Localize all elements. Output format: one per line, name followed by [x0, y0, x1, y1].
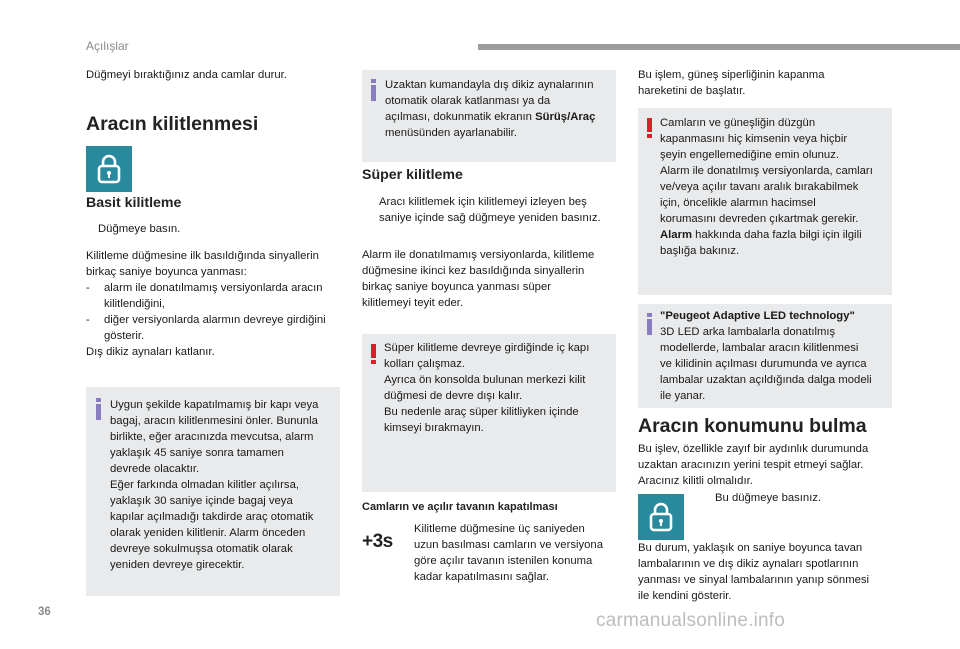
basic-paragraph: Kilitleme düğmesine ilk basıldığında sinyallerin birkaç saniye boyunca yanması:	[86, 250, 319, 278]
info-box-door	[86, 387, 340, 596]
result-paragraph: Bu durum, yaklaşık on saniye boyunca tavan lambalarının ve dış dikiz aynaları spotlarının yanması ve sinyal lambalarının yanıp sönmesi ile kendini gösterir.	[638, 542, 870, 602]
list-item-text: diğer versiyonlarda alarmın devreye girdiğini gösterir.	[104, 314, 326, 342]
info-box-mirrors-text: Uzaktan kumandayla dış dikiz aynalarının otomatik olarak katlanması ya da açılması, dokunmatik ekranın Sürüş/Araç menüsünden ayarlanabilir.	[385, 79, 596, 139]
warning-box-text: Süper kilitleme devreye girdiğinde iç kapı kolları çalışmaz. Ayrıca ön konsolda bulunan merkezi kilit düğmesi de devre dışı kalır. Bu nedenle araç süper kilitliyken içinde kimseyi bırakmayın.	[384, 342, 590, 434]
list-item: - diğer versiyonlarda alarmın devreye girdiğini gösterir.	[86, 314, 326, 342]
lock-button-tile	[638, 494, 684, 540]
info-box-led-content	[660, 308, 890, 404]
step-bullet-icon	[362, 194, 379, 226]
info-icon	[371, 79, 376, 101]
info-box-led	[638, 304, 892, 408]
locate-step-text: Bu düğmeye basınız.	[715, 492, 822, 504]
led-text: 3D LED arka lambalarla donatılmış modellerde, lambalar aracın kilitlenmesi ve kilidinin açılması durumunda ve ayrıca lambalar uzaktan açıldığında dalga modeli ile yanar.	[660, 326, 872, 402]
windows-closing-text: Kilitleme düğmesine üç saniyeden uzun basılması camların ve versiyona göre açılır tavanın istenilen konuma kadar kapatılmasını sağlar.	[414, 523, 603, 583]
basic-locking-title: Basit kilitleme	[86, 195, 182, 211]
basic-step-text: Düğmeye basın.	[98, 223, 181, 235]
windows-closing-title: Camların ve açılır tavanın kapatılması	[362, 501, 558, 513]
padlock-icon	[97, 154, 121, 184]
super-step	[362, 194, 622, 226]
info-icon	[647, 313, 652, 335]
locate-step	[693, 490, 893, 506]
info-box-mirrors	[362, 70, 616, 162]
locking-title: Aracın kilitlenmesi	[86, 113, 259, 135]
warning-box-windows	[638, 108, 892, 295]
led-title: "Peugeot Adaptive LED technology"	[660, 310, 855, 322]
page-number: 36	[38, 606, 51, 618]
list-item: - alarm ile donatılmamış versiyonlarda aracın kilitlendiğini,	[86, 282, 323, 310]
list-item-text: alarm ile donatılmamış versiyonlarda aracın kilitlendiğini,	[104, 282, 323, 310]
basic-step	[86, 221, 336, 237]
warning-box-super	[362, 334, 616, 492]
padlock-icon	[649, 502, 673, 532]
warning-box-windows-text: Camların ve güneşliğin düzgün kapanmasını hiç kimsenin veya hiçbir şeyin engellemediğine emin olunuz. Alarm ile donatılmış versiyonlarda, camları ve/veya açılır tavanı aralık bırakabilmek için, öncelikle alarmın hacimsel korumasını devreden çıkartmak gerekir. Alarm hakkında daha fazla bilgi için ilgili başlığa bakınız.	[660, 117, 873, 257]
super-step-text: Aracı kilitlemek için kilitlemeyi izleyen beş saniye içinde sağ düğmeye yeniden basınız.	[379, 196, 601, 224]
basic-list	[86, 280, 346, 344]
intro-text: Düğmeyi bıraktığınız anda camlar durur.	[86, 69, 287, 81]
watermark: carmanualsonline.info	[596, 610, 786, 631]
warning-icon	[371, 344, 376, 364]
info-icon	[96, 398, 101, 420]
info-box-text: Uygun şekilde kapatılmamış bir kapı veya bagaj, aracın kilitlenmesini önler. Bununla birlikte, eğer aracınızda mevcutsa, alarm yaklaşık 45 saniye sonra tamamen devrede olacaktır. Eğer farkında olmadan kilitler açılırsa, yaklaşık 30 saniye içinde bagaj veya kapılar açılmadığı takdirde araç otomatik olarak yeniden kilitlenir. Alarm önceden devreye sokulmuşsa otomatik olarak yeniden devreye girecektir.	[110, 399, 319, 571]
warning-icon	[647, 118, 652, 138]
locate-paragraph: Bu işlev, özellikle zayıf bir aydınlık durumunda uzaktan aracınızın yerini tespit etmeyi sağlar. Aracınız kilitli olmalıdır.	[638, 443, 869, 487]
lock-button-tile	[86, 146, 132, 192]
alarm-paragraph: Alarm ile donatılmamış versiyonlarda, kilitleme düğmesine ikinci kez basıldığında sinyallerin birkaç saniye boyunca yanması süper kilitlemeyi teyit eder.	[362, 249, 595, 309]
header-bar	[478, 44, 960, 50]
sunblind-text: Bu işlem, güneş siperliğinin kapanma hareketini de başlatır.	[638, 69, 825, 97]
super-locking-title: Süper kilitleme	[362, 167, 463, 183]
mirrors-text: Dış dikiz aynaları katlanır.	[86, 346, 215, 358]
locate-vehicle-title: Aracın konumunu bulma	[638, 415, 867, 437]
three-seconds-badge: +3s	[362, 531, 393, 552]
section-title: Açılışlar	[86, 39, 129, 53]
